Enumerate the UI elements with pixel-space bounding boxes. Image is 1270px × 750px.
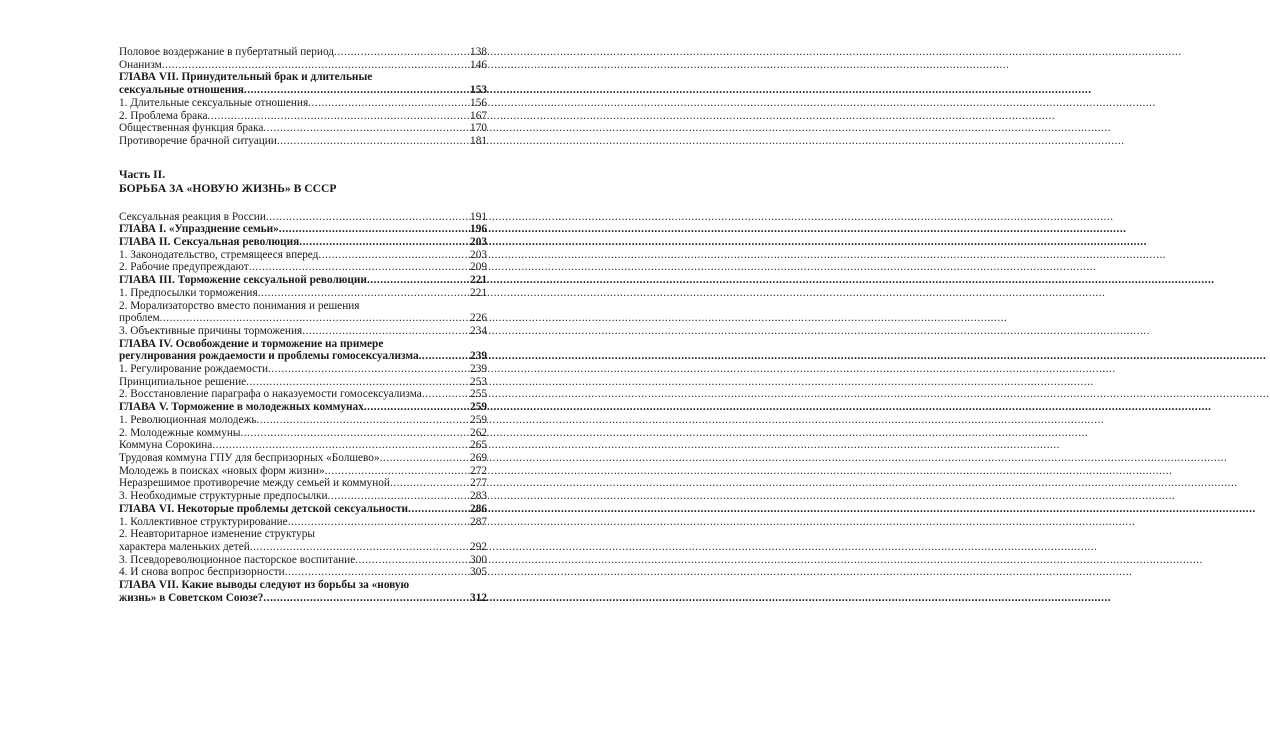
- toc-leader-dots: [325, 465, 469, 478]
- toc-block: [119, 554, 487, 579]
- toc-entry: [119, 439, 487, 452]
- toc-leader-dots: [285, 566, 469, 579]
- toc-leader-dots: [308, 97, 469, 110]
- toc-entry: [119, 110, 487, 123]
- toc-entry-page: 196: [470, 223, 487, 236]
- toc-entry-title: проблем: [119, 312, 160, 325]
- toc-block: [119, 97, 487, 148]
- toc-entry-title: ГЛАВА I. «Упразднение семьи»: [119, 223, 279, 236]
- toc-entry-line: ГЛАВА VII. Какие выводы следуют из борьбы за «новую: [119, 579, 410, 592]
- toc-leader-dots: [212, 439, 469, 452]
- toc-leader-dots: [355, 554, 469, 567]
- toc-entry-title: 3. Необходимые структурные предпосылки: [119, 490, 328, 503]
- toc-entry: [119, 211, 487, 224]
- toc-entry-line: ГЛАВА IV. Освобождение и торможение на примере: [119, 337, 384, 350]
- toc-entry-title: 1. Законодательство, стремящееся вперед: [119, 248, 319, 261]
- toc-leader-dots: [256, 414, 469, 427]
- toc-entry: [119, 59, 487, 72]
- toc-entry-title: ГЛАВА II. Сексуальная революция: [119, 236, 300, 249]
- toc-entry-page: 203: [470, 248, 487, 261]
- toc-entry: [119, 312, 487, 325]
- table-of-contents: [119, 46, 487, 604]
- toc-entry: [119, 122, 487, 135]
- toc-leader-dots: [249, 261, 469, 274]
- toc-leader-dots: [288, 516, 469, 529]
- toc-leader-dots: [390, 477, 469, 490]
- book-page: [0, 0, 600, 750]
- toc-entry-title: 3. Псевдореволюционное пасторское воспитание: [119, 553, 356, 566]
- toc-entry: [119, 592, 487, 605]
- toc-entry: [119, 135, 487, 148]
- toc-entry-title: ГЛАВА V. Торможение в молодежных коммунах: [119, 401, 364, 414]
- toc-entry-title: Молодежь в поисках «новых форм жизни»: [119, 464, 325, 477]
- toc-entry-page: 221: [470, 286, 487, 299]
- toc-entry: [119, 427, 487, 440]
- toc-leader-dots: [334, 46, 469, 59]
- toc-entry-title: 1. Регулирование рождаемости: [119, 363, 269, 376]
- toc-leader-dots: [364, 401, 469, 414]
- toc-entry: [119, 287, 487, 300]
- toc-entry: [119, 503, 487, 516]
- toc-entry-title: 2. Молодежные коммуны: [119, 426, 241, 439]
- toc-entry: [119, 477, 487, 490]
- toc-entry-line: 2. Неавторитарное изменение структуры: [119, 528, 315, 541]
- toc-block: [119, 363, 487, 528]
- toc-entry: [119, 236, 487, 249]
- toc-entry: [119, 465, 487, 478]
- toc-entry-page: 292: [470, 540, 487, 553]
- toc-entry-page: 221: [470, 274, 487, 287]
- toc-entry-page: 259: [470, 413, 487, 426]
- part-title: БОРЬБА ЗА «НОВУЮ ЖИЗНЬ» В СССР: [119, 181, 337, 195]
- toc-leader-dots: [277, 135, 469, 148]
- toc-entry-title: 2. Проблема брака: [119, 109, 208, 122]
- toc-entry-title: 2. Восстановление параграфа о наказуемости гомосексуализма: [119, 388, 422, 401]
- toc-entry: [119, 97, 487, 110]
- toc-entry-title: Сексуальная реакция в России: [119, 210, 266, 223]
- toc-entry: [119, 261, 487, 274]
- toc-entry-page: 191: [470, 210, 487, 223]
- toc-leader-dots: [246, 376, 469, 389]
- toc-entry-page: 181: [470, 134, 487, 147]
- toc-leader-dots: [263, 592, 469, 605]
- toc-entry: [119, 249, 487, 262]
- toc-leader-dots: [422, 388, 469, 401]
- toc-entry-page: 156: [470, 96, 487, 109]
- toc-leader-dots: [302, 325, 469, 338]
- toc-entry-page: 170: [470, 122, 487, 135]
- toc-entry: [119, 490, 487, 503]
- toc-entry-page: 286: [470, 502, 487, 515]
- toc-leader-dots: [250, 541, 469, 554]
- toc-entry-title: Принципиальное решение: [119, 375, 247, 388]
- toc-entry-title: регулирования рождаемости и проблемы гомосексуализма: [119, 350, 419, 363]
- toc-entry: [119, 388, 487, 401]
- toc-leader-dots: [244, 84, 469, 97]
- toc-entry: [119, 452, 487, 465]
- toc-leader-dots: [367, 274, 469, 287]
- toc-leader-dots: [160, 312, 469, 325]
- toc-entry: [119, 325, 487, 338]
- toc-entry: [119, 516, 487, 529]
- toc-entry-title: Коммуна Сорокина: [119, 439, 213, 452]
- toc-entry-title: 1. Длительные сексуальные отношения: [119, 96, 309, 109]
- toc-leader-dots: [266, 211, 469, 224]
- toc-entry-title: 1. Революционная молодежь: [119, 413, 257, 426]
- toc-entry: [119, 84, 487, 97]
- toc-entry-page: 272: [470, 464, 487, 477]
- toc-entry-page: 262: [470, 426, 487, 439]
- toc-entry-title: 2. Рабочие предупреждают: [119, 261, 249, 274]
- toc-entry-title: сексуальные отношения: [119, 84, 244, 97]
- toc-entry-title: 1. Коллективное структурирование: [119, 515, 288, 528]
- toc-leader-dots: [268, 363, 469, 376]
- toc-entry-title: Трудовая коммуна ГПУ для беспризорных «Болшево»: [119, 451, 380, 464]
- toc-entry-page: 146: [470, 58, 487, 71]
- toc-entry-title: 1. Предпосылки торможения: [119, 286, 258, 299]
- toc-entry-page: 265: [470, 439, 487, 452]
- toc-entry: [119, 414, 487, 427]
- toc-entry-title: ГЛАВА III. Торможение сексуальной революции: [119, 274, 367, 287]
- toc-leader-dots: [279, 223, 469, 236]
- toc-entry-page: 209: [470, 261, 487, 274]
- toc-leader-dots: [419, 350, 469, 363]
- toc-leader-dots: [263, 122, 469, 135]
- toc-entry-page: 283: [470, 490, 487, 503]
- part-heading: Часть II.: [119, 167, 166, 181]
- toc-entry-line: 2. Морализаторство вместо понимания и решения: [119, 299, 360, 312]
- toc-entry: [119, 274, 487, 287]
- toc-leader-dots: [299, 236, 469, 249]
- toc-entry-page: 239: [470, 350, 487, 363]
- toc-entry: [119, 401, 487, 414]
- toc-leader-dots: [380, 452, 469, 465]
- toc-entry-page: 305: [470, 566, 487, 579]
- toc-entry-page: 300: [470, 553, 487, 566]
- toc-entry-page: 203: [470, 236, 487, 249]
- toc-entry-title: жизнь» в Советском Союзе?: [119, 591, 264, 604]
- toc-leader-dots: [208, 110, 470, 123]
- toc-entry: [119, 223, 487, 236]
- toc-entry-page: 255: [470, 388, 487, 401]
- toc-entry-page: 277: [470, 477, 487, 490]
- toc-entry-title: Общественная функция брака: [119, 122, 264, 135]
- toc-entry-page: 234: [470, 324, 487, 337]
- toc-entry-title: ГЛАВА VI. Некоторые проблемы детской сексуальности: [119, 502, 409, 515]
- toc-block: [119, 325, 487, 338]
- toc-entry-page: 287: [470, 515, 487, 528]
- toc-leader-dots: [408, 503, 469, 516]
- toc-entry: [119, 363, 487, 376]
- toc-entry-line: ГЛАВА VII. Принудительный брак и длительные: [119, 71, 373, 84]
- toc-leader-dots: [258, 287, 469, 300]
- toc-entry-page: 239: [470, 363, 487, 376]
- toc-entry-title: Неразрешимое противоречие между семьей и коммуной: [119, 477, 390, 490]
- toc-leader-dots: [318, 249, 469, 262]
- toc-entry-page: 226: [470, 312, 487, 325]
- toc-entry-title: Половое воздержание в пубертатный период: [119, 46, 335, 58]
- toc-entry: [119, 46, 487, 59]
- toc-entry-page: 259: [470, 401, 487, 414]
- toc-entry: [119, 554, 487, 567]
- toc-entry: [119, 376, 487, 389]
- toc-entry-page: 253: [470, 375, 487, 388]
- toc-entry-page: 312: [470, 591, 487, 604]
- toc-entry-page: 269: [470, 451, 487, 464]
- toc-block: [119, 211, 487, 300]
- toc-entry-title: 4. И снова вопрос беспризорности: [119, 566, 285, 579]
- toc-leader-dots: [241, 427, 470, 440]
- toc-leader-dots: [328, 490, 470, 503]
- toc-entry: [119, 350, 487, 363]
- toc-entry-page: 167: [470, 109, 487, 122]
- toc-entry-title: Противоречие брачной ситуации: [119, 134, 277, 147]
- toc-entry-title: Онанизм: [119, 58, 162, 71]
- toc-entry-title: характера маленьких детей: [119, 540, 250, 553]
- toc-block: [119, 46, 487, 71]
- toc-leader-dots: [162, 59, 469, 72]
- toc-entry-page: 138: [470, 46, 487, 58]
- toc-entry: [119, 541, 487, 554]
- toc-entry-title: 3. Объективные причины торможения: [119, 324, 303, 337]
- toc-entry-page: 153: [470, 84, 487, 97]
- toc-entry: [119, 566, 487, 579]
